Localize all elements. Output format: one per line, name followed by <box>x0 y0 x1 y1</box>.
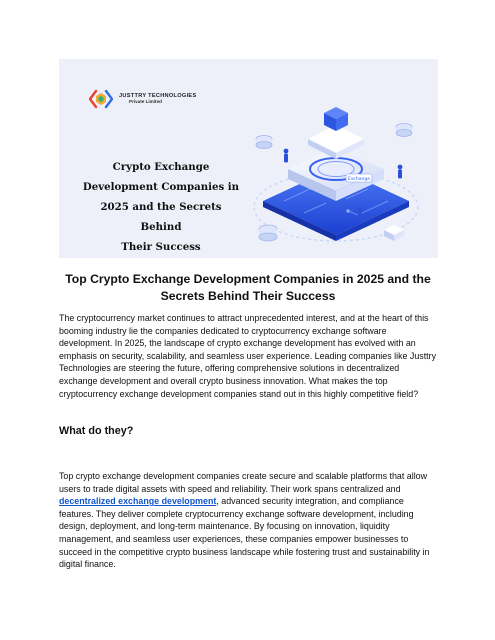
logo-name: JUSTTRY TECHNOLOGIES <box>119 92 197 99</box>
intro-line: Technologies are steering the future, offering comprehensive solutions in decentralized <box>59 363 400 374</box>
decentralized-exchange-link[interactable]: decentralized exchange development <box>59 496 217 507</box>
justtry-logo-icon <box>89 89 113 109</box>
intro-line: emphasis on security, scalability, and seamless user experience. Leading companies like Justtry <box>59 350 437 361</box>
body-line: , advanced security integration, and compliance <box>216 496 404 507</box>
company-logo <box>89 89 196 109</box>
intro-line: cryptocurrency exchange development companies stand out in this highly competitive field? <box>59 388 419 399</box>
intro-line: exchange development and overall crypto business innovation. What makes the top <box>59 375 388 386</box>
intro-paragraph <box>59 312 439 400</box>
body-paragraph <box>59 470 439 571</box>
banner-title-line: Crypto Exchange <box>112 161 210 173</box>
logo-subtitle: Private Limited <box>129 98 162 104</box>
body-line: management, and seamless user experiences, these companies empower businesses to <box>59 533 409 544</box>
banner-title-line: 2025 and the Secrets Behind <box>100 201 222 233</box>
crypto-platform-illustration <box>244 89 424 254</box>
illustration-label: Exchange <box>348 177 370 182</box>
article-title-line: Top Crypto Exchange Development Companies in 2025 and the <box>65 272 431 286</box>
intro-line: development. In 2025, the landscape of crypto exchange development has evolved with an <box>59 338 416 349</box>
hero-banner <box>59 59 438 258</box>
banner-title-line: Their Success <box>121 241 201 253</box>
article-title-line: Secrets Behind Their Success <box>160 289 336 303</box>
banner-title <box>81 157 241 257</box>
intro-line: booming industry lie the companies dedicated to cryptocurrency exchange software <box>59 325 387 336</box>
banner-title-line: Development Companies in <box>82 181 240 193</box>
body-line: users to trade digital assets with speed and reliability. Their work spans centralized and <box>59 483 401 494</box>
body-line: digital finance. <box>59 559 116 570</box>
body-line: Top crypto exchange development companies create secure and scalable platforms that allow <box>59 471 428 481</box>
intro-line: The cryptocurrency market continues to attract unprecedented interest, and at the heart of this <box>59 313 429 323</box>
section-heading: What do they? <box>59 425 134 437</box>
body-line: succeed in the competitive crypto business landscape while fostering trust and sustainability in <box>59 546 430 557</box>
body-line: features. They deliver complete cryptocurrency exchange software development, including <box>59 508 414 519</box>
body-line: design, deployment, and long-term maintenance. By focusing on innovation, liquidity <box>59 521 390 532</box>
article-title <box>60 271 436 305</box>
